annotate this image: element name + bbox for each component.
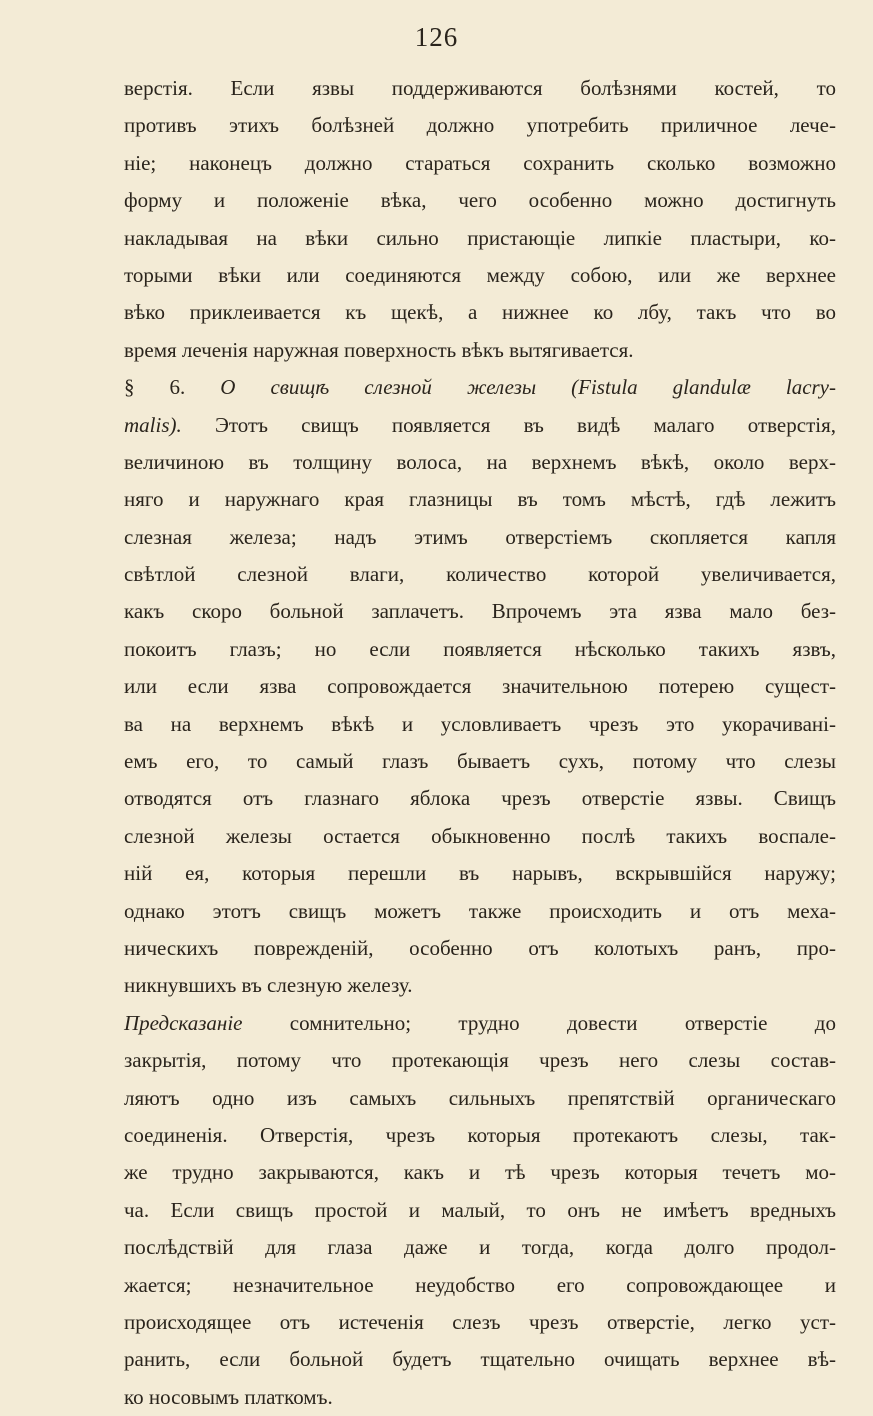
text-line: Предсказаніе сомнительно; трудно довести отверстіе до (124, 1010, 836, 1035)
italic-phrase: О свищѣ слезной железы (Fistula glandulæ lacry- (220, 375, 836, 400)
text-line: покоитъ глазъ; но если появляется нѣсколько такихъ язвъ, (124, 636, 836, 661)
text-line: ча. Если свищъ простой и малый, то онъ не имѣетъ вредныхъ (124, 1197, 836, 1222)
italic-phrase: Предсказаніе (124, 1010, 243, 1035)
text-line: форму и положеніе вѣка, чего особенно можно достигнуть (124, 188, 836, 213)
text-line: слезная железа; надъ этимъ отверстіемъ скопляется капля (124, 524, 836, 549)
italic-phrase: malis). (124, 412, 182, 437)
text-line: противъ этихъ болѣзней должно употребить приличное лече- (124, 113, 836, 138)
text-line: ва на верхнемъ вѣкѣ и условливаетъ чрезъ это укорачивані- (124, 711, 836, 736)
text-line: § 6. О свищѣ слезной железы (Fistula glandulæ lacry- (124, 375, 836, 400)
text-line: какъ скоро больной заплачетъ. Впрочемъ эта язва мало без- (124, 599, 836, 624)
text-line: ко носовымъ платкомъ. (124, 1384, 333, 1409)
text-line: однако этотъ свищъ можетъ также происходить и отъ меха- (124, 898, 836, 923)
text-line: няго и наружнаго края глазницы въ томъ мѣстѣ, гдѣ лежитъ (124, 487, 836, 512)
text-line: слезной железы остается обыкновенно послѣ такихъ воспале- (124, 823, 836, 848)
text-line: или если язва сопровождается значительною потерею сущест- (124, 674, 836, 699)
text-line: жается; незначительное неудобство его сопровождающее и (124, 1272, 836, 1297)
text-line: верстія. Если язвы поддерживаются болѣзнями костей, то (124, 76, 836, 100)
text-line: емъ его, то самый глазъ бываетъ сухъ, потому что слезы (124, 749, 836, 774)
text-line: никнувшихъ въ слезную железу. (124, 973, 413, 998)
text-line: ранить, если больной будетъ тщательно очищать верхнее вѣ- (124, 1347, 836, 1372)
text-line: malis). Этотъ свищъ появляется въ видѣ малаго отверстія, (124, 412, 836, 437)
text-line: отводятся отъ глазнаго яблока чрезъ отверстіе язвы. Свищъ (124, 786, 836, 811)
page-body (124, 70, 836, 1416)
text-line: послѣдствій для глаза даже и тогда, когда долго продол- (124, 1235, 836, 1260)
text-line: ній ея, которыя перешли въ нарывъ, вскрывшійся наружу; (124, 861, 836, 886)
text-line: соединенія. Отверстія, чрезъ которыя протекаютъ слезы, так- (124, 1122, 836, 1147)
text-line: величиною въ толщину волоса, на верхнемъ вѣкѣ, около верх- (124, 449, 836, 474)
text-line: ляютъ одно изъ самыхъ сильныхъ препятствій органическаго (124, 1085, 836, 1110)
text-line: свѣтлой слезной влаги, количество которой увеличивается, (124, 562, 836, 587)
text-line: ническихъ поврежденій, особенно отъ колотыхъ ранъ, про- (124, 935, 836, 960)
text-line: накладывая на вѣки сильно пристающіе липкіе пластыри, ко- (124, 225, 836, 250)
text-line: ніе; наконецъ должно стараться сохранить сколько возможно (124, 150, 836, 175)
text-line: же трудно закрываются, какъ и тѣ чрезъ которыя течетъ мо- (124, 1160, 836, 1185)
text-line: время леченія наружная поверхность вѣкъ вытягивается. (124, 337, 634, 362)
page-number: 126 (414, 22, 459, 52)
text-line: происходящее отъ истеченія слезъ чрезъ отверстіе, легко уст- (124, 1309, 836, 1334)
text-line: закрытія, потому что протекающія чрезъ него слезы состав- (124, 1048, 836, 1073)
text-line: вѣко приклеивается къ щекѣ, а нижнее ко лбу, такъ что во (124, 300, 836, 325)
text-line: торыми вѣки или соединяются между собою, или же верхнее (124, 262, 836, 287)
